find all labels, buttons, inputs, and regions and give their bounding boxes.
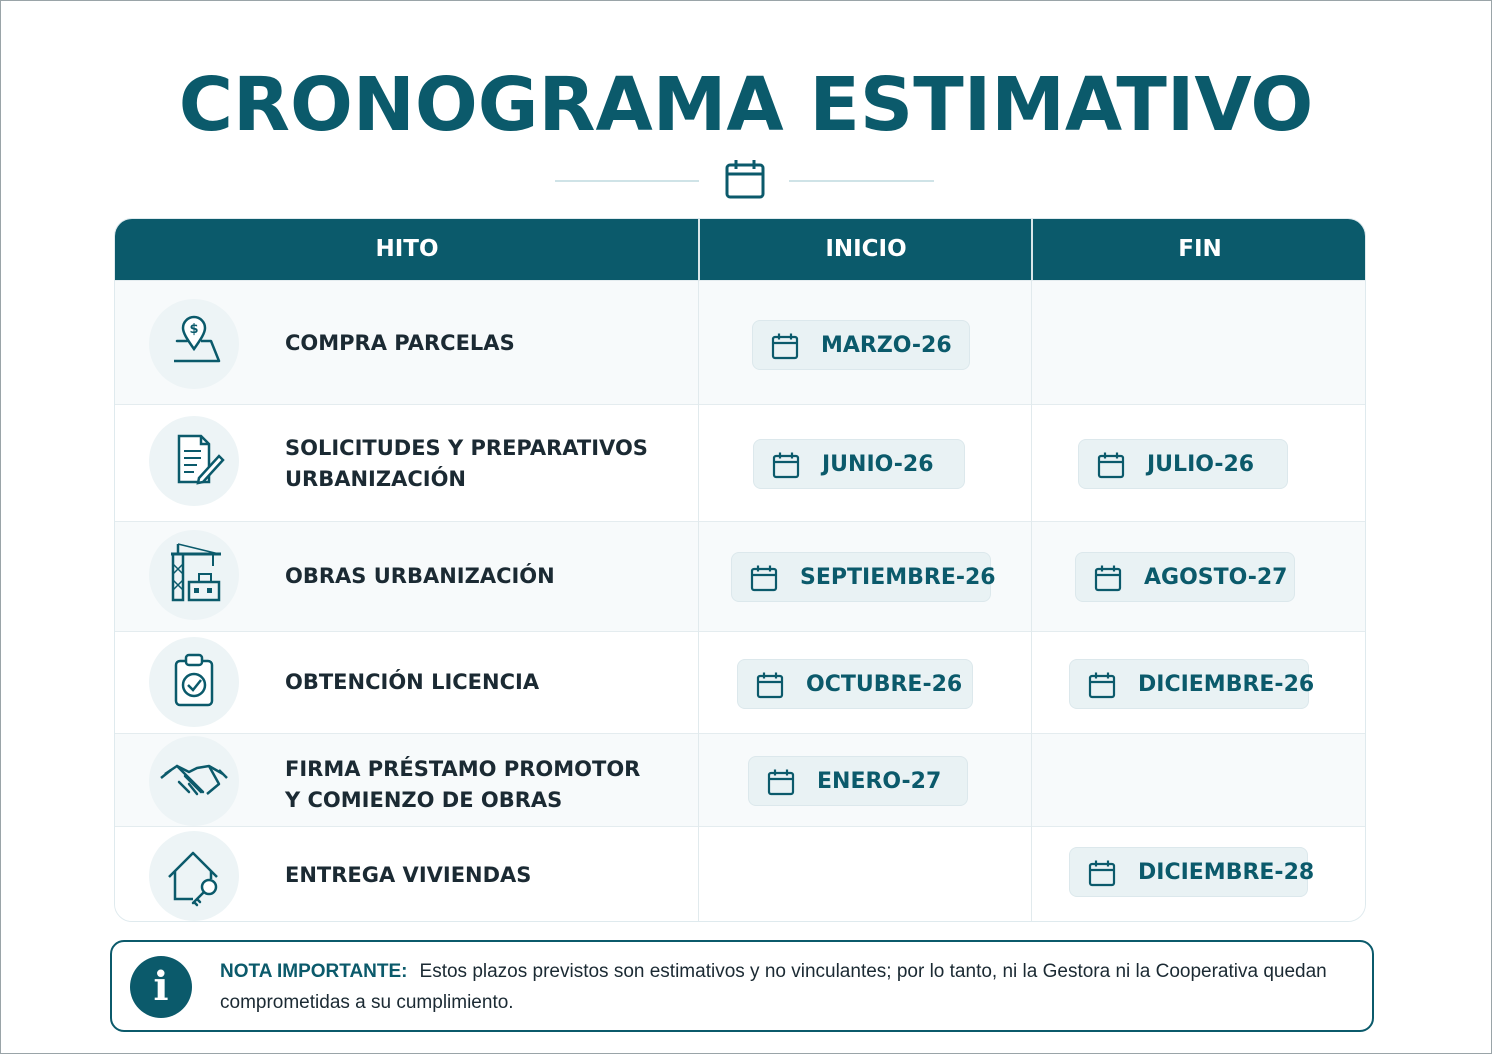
table-row	[115, 733, 1365, 827]
milestone-name	[285, 561, 555, 592]
fin-date-pill	[1078, 439, 1288, 489]
calendar-icon	[1088, 671, 1116, 699]
milestone-name	[285, 328, 515, 359]
important-note	[110, 940, 1374, 1032]
fin-date-pill	[1069, 659, 1315, 709]
note-body: Estos plazos previstos son estimativos y no vinculantes; por lo tanto, ni la Gestora ni la Cooperativa quedan comprometidas a su cumplimiento.	[220, 961, 1327, 1013]
header-hito: HITO	[375, 236, 439, 262]
table-row	[115, 280, 1365, 405]
inicio-date-pill	[748, 756, 968, 806]
fin-date: DICIEMBRE-26	[1138, 672, 1315, 697]
header-inicio: INICIO	[825, 236, 907, 262]
inicio-date-pill	[753, 439, 965, 489]
table-row	[115, 826, 1365, 922]
milestone-icon-badge	[149, 736, 239, 826]
milestone-name	[285, 433, 648, 495]
milestone-name	[285, 754, 640, 816]
fin-date-pill	[1075, 552, 1295, 602]
calendar-icon	[767, 768, 795, 796]
milestone-icon-badge	[149, 637, 239, 727]
inicio-date-pill	[731, 552, 996, 602]
milestone-name	[285, 860, 531, 891]
note-text	[220, 956, 1340, 1018]
header-fin: FIN	[1178, 236, 1222, 262]
document-edit-icon	[149, 416, 239, 506]
inicio-date: MARZO-26	[821, 333, 952, 358]
inicio-date: SEPTIEMBRE-26	[800, 565, 996, 590]
house-key-icon	[149, 831, 239, 921]
page-title: CRONOGRAMA ESTIMATIVO	[178, 62, 1314, 148]
fin-date-pill	[1069, 847, 1315, 897]
milestone-icon-badge	[149, 831, 239, 921]
table-row	[115, 521, 1365, 632]
info-icon: i	[130, 956, 192, 1018]
inicio-date-pill	[752, 320, 970, 370]
calendar-icon	[772, 451, 800, 479]
column-divider	[1031, 280, 1032, 921]
svg-text:$: $	[189, 322, 199, 337]
schedule-table	[114, 218, 1366, 922]
milestone-icon-badge	[149, 299, 239, 389]
handshake-icon	[149, 736, 239, 826]
inicio-date: OCTUBRE-26	[806, 672, 963, 697]
column-divider	[698, 280, 699, 921]
crane-icon	[149, 530, 239, 620]
inicio-date: ENERO-27	[817, 769, 942, 794]
title-divider-right	[789, 180, 934, 182]
milestone-icon-badge	[149, 416, 239, 506]
note-label: NOTA IMPORTANTE:	[220, 961, 408, 982]
table-header	[115, 219, 1365, 280]
clipboard-check-icon	[149, 637, 239, 727]
inicio-date-pill	[737, 659, 973, 709]
milestone-name-line: ENTREGA VIVIENDAS	[285, 863, 532, 887]
calendar-icon	[750, 564, 778, 592]
milestone-name-line: COMPRA PARCELAS	[285, 331, 515, 355]
table-row	[115, 404, 1365, 522]
calendar-icon	[1097, 451, 1125, 479]
calendar-icon	[756, 671, 784, 699]
fin-date: JULIO-26	[1147, 452, 1255, 477]
title-divider-left	[555, 180, 699, 182]
calendar-icon	[771, 332, 799, 360]
milestone-icon-badge	[149, 530, 239, 620]
inicio-date: JUNIO-26	[822, 452, 934, 477]
calendar-icon	[1094, 564, 1122, 592]
milestone-name-line: FIRMA PRÉSTAMO PROMOTOR	[285, 757, 641, 781]
fin-date: DICIEMBRE-28	[1138, 860, 1315, 885]
calendar-icon	[724, 158, 766, 200]
milestone-name-line: Y COMIENZO DE OBRAS	[285, 788, 563, 812]
map-pin-dollar-icon	[149, 299, 239, 389]
calendar-icon	[1088, 859, 1116, 887]
milestone-name-line: OBRAS URBANIZACIÓN	[285, 564, 555, 588]
milestone-name-line: URBANIZACIÓN	[285, 467, 467, 491]
milestone-name-line: SOLICITUDES Y PREPARATIVOS	[285, 436, 648, 460]
milestone-name	[285, 667, 539, 698]
fin-date: AGOSTO-27	[1144, 565, 1288, 590]
milestone-name-line: OBTENCIÓN LICENCIA	[285, 670, 540, 694]
table-row	[115, 631, 1365, 734]
